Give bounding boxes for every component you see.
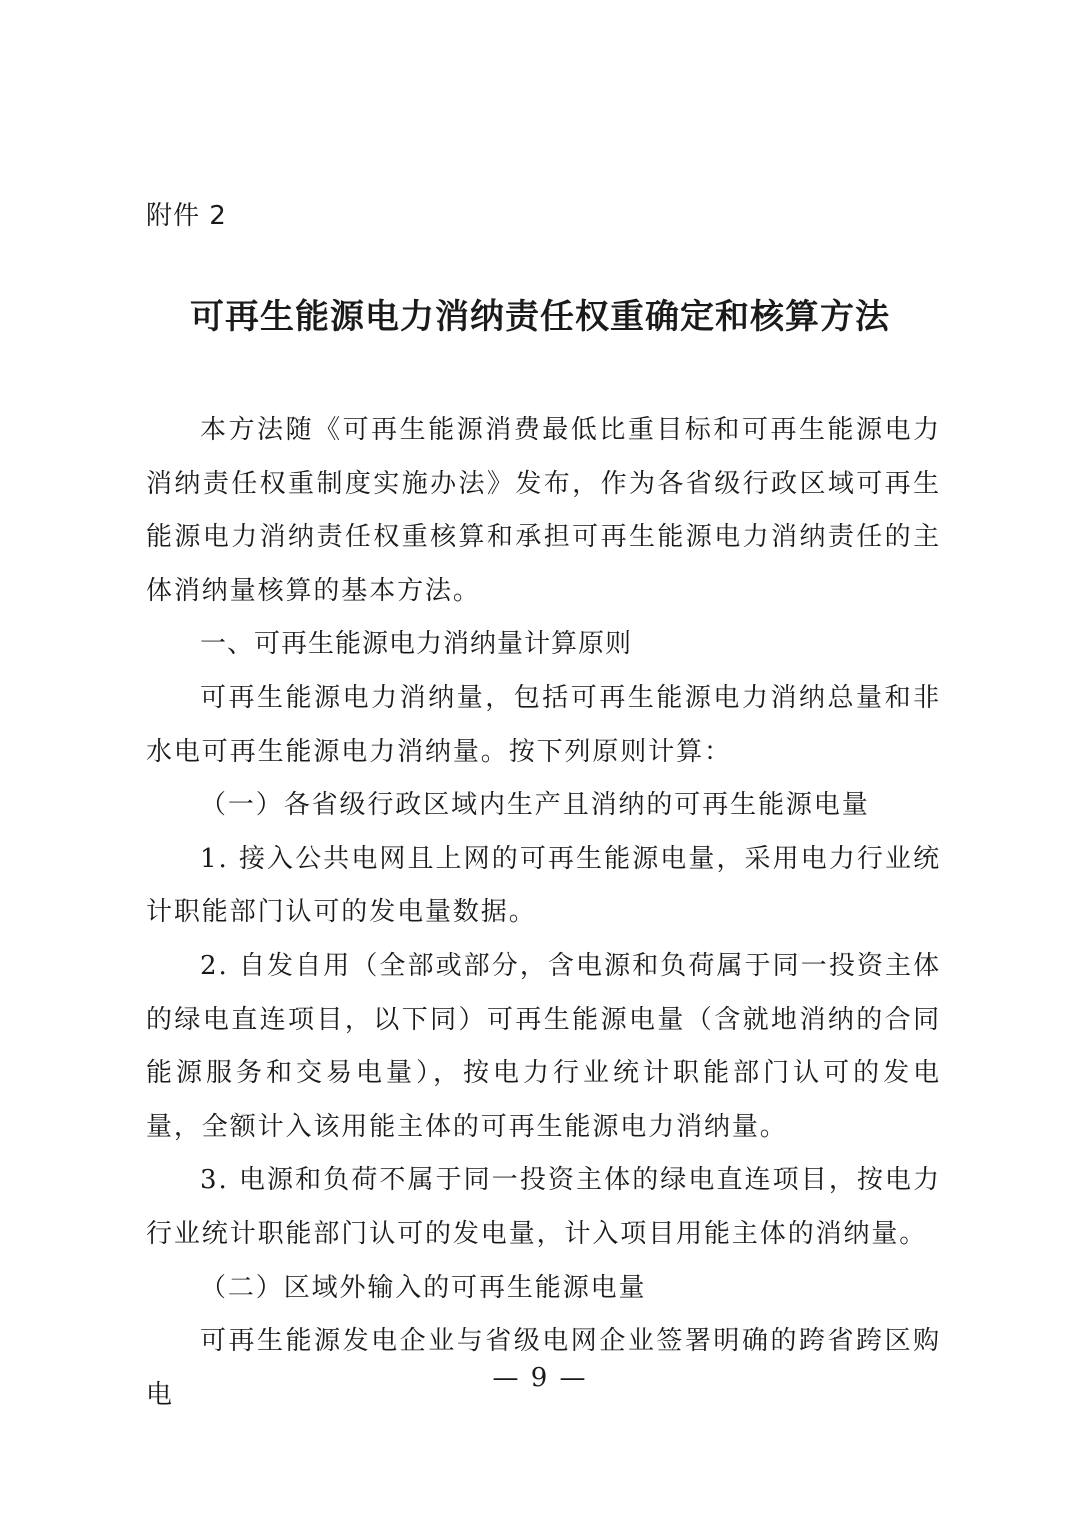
paragraph-item-2: 2. 自发自用（全部或部分，含电源和负荷属于同一投资主体的绿电直连项目，以下同）可再生能源电量（含就地消纳的合同能源服务和交易电量），按电力行业统计职能部门认可的发电量，全额计入该用能主体的可再生能源电力消纳量。 <box>146 950 941 1142</box>
paragraph-item-1: 1. 接入公共电网且上网的可再生能源电量，采用电力行业统计职能部门认可的发电量数据。 <box>146 843 941 928</box>
section-heading-1: 一、可再生能源电力消纳量计算原则 <box>200 629 633 660</box>
paragraph-intro: 本方法随《可再生能源消费最低比重目标和可再生能源电力消纳责任权重制度实施办法》发布，作为各省级行政区域可再生能源电力消纳责任权重核算和承担可再生能源电力消纳责任的主体消纳量核算的基本方法。 <box>146 415 941 606</box>
subsection-heading-2: （二）区域外输入的可再生能源电量 <box>200 1272 647 1303</box>
paragraph-item-3: 3. 电源和负荷不属于同一投资主体的绿电直连项目，按电力行业统计职能部门认可的发电量，计入项目用能主体的消纳量。 <box>146 1165 941 1249</box>
document-body <box>146 404 941 1422</box>
document-title: 可再生能源电力消纳责任权重确定和核算方法 <box>190 297 890 337</box>
paragraph-cross-region: 可再生能源发电企业与省级电网企业签署明确的跨省跨区购电 <box>146 1326 941 1410</box>
page-number: — 9 — <box>492 1363 588 1393</box>
subsection-heading-1: （一）各省级行政区域内生产且消纳的可再生能源电量 <box>200 790 870 821</box>
paragraph-principles: 可再生能源电力消纳量，包括可再生能源电力消纳总量和非水电可再生能源电力消纳量。按下列原则计算： <box>146 682 941 767</box>
attachment-label: 附件 2 <box>146 201 227 231</box>
